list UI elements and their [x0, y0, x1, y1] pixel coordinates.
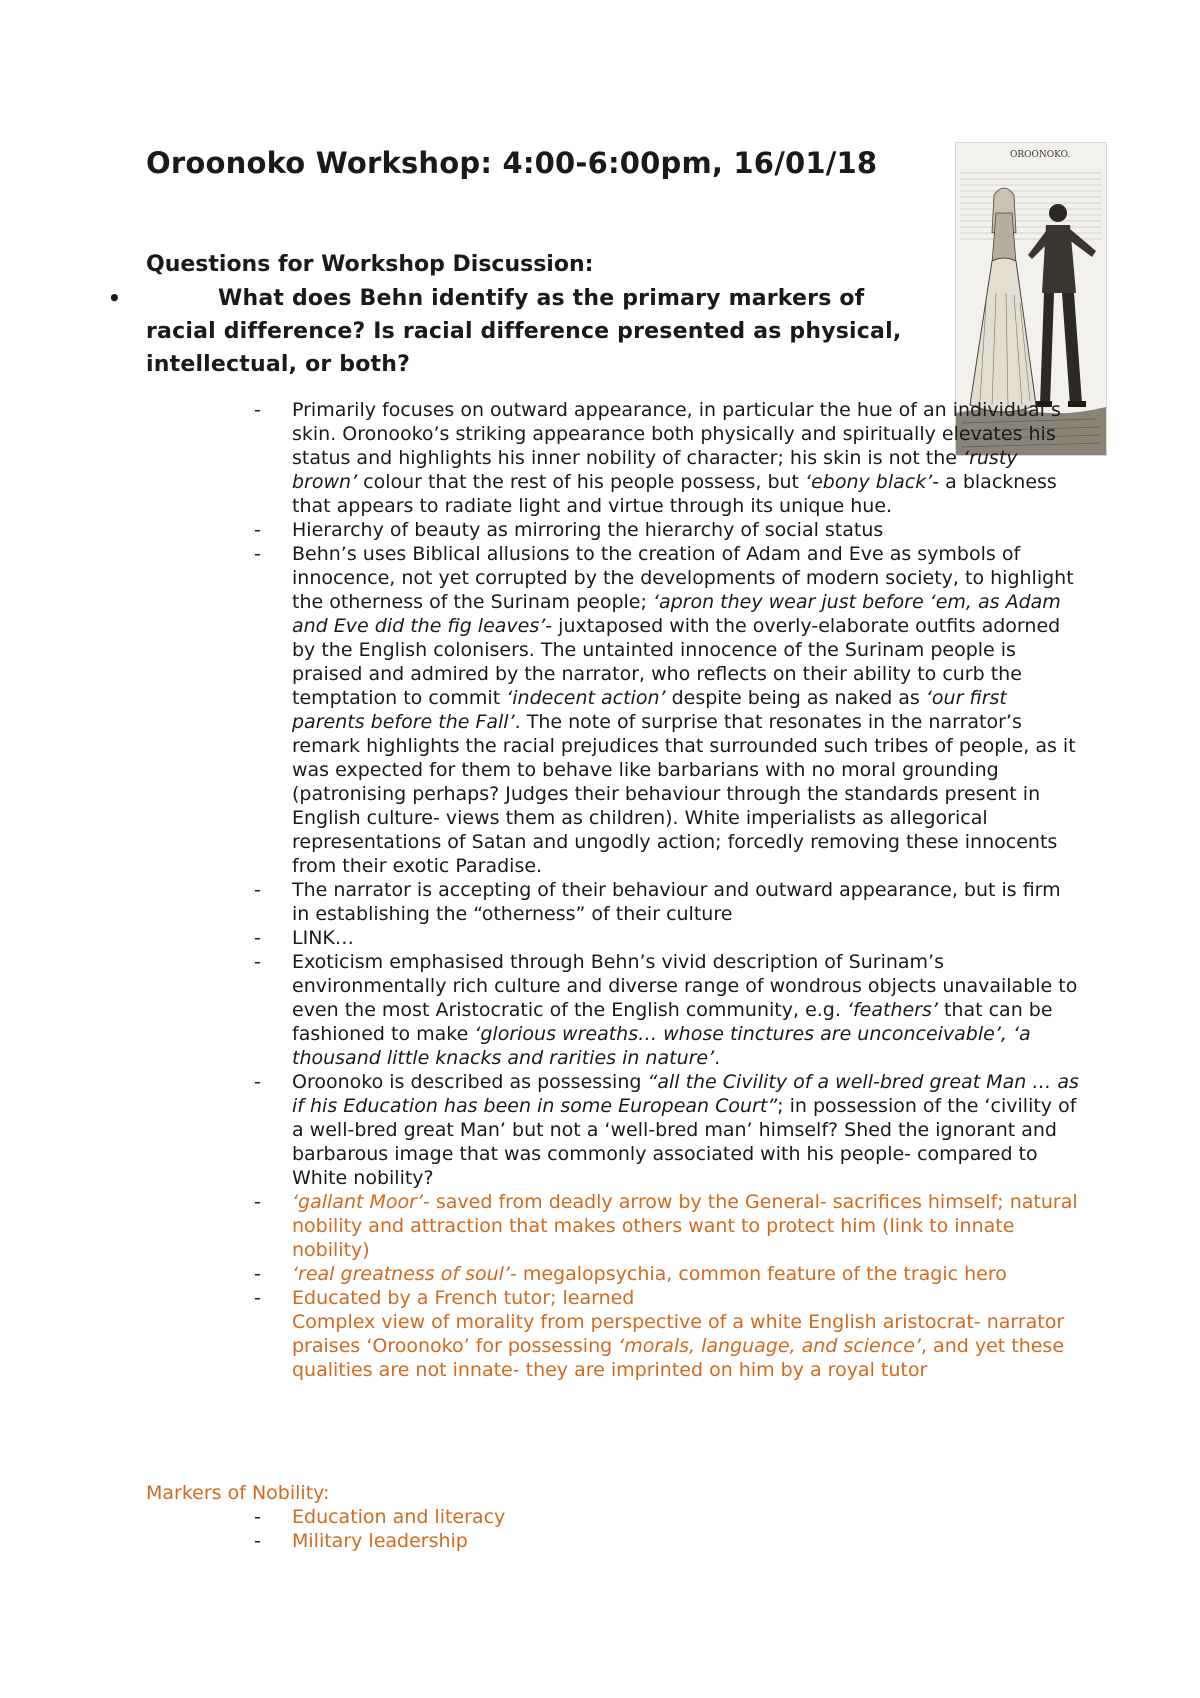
dash-marker: -: [254, 1287, 261, 1309]
markers-of-nobility-heading: Markers of Nobility:: [146, 1482, 330, 1504]
note-item: [254, 1070, 1082, 1190]
note-text: ; in possession of the ‘civility of a well-bred great Man’ but not a ‘well-bred man’ himself? Shed the ignorant and barbarous image that was commonly associated with his people- compared to White nobility?: [292, 1095, 1077, 1189]
dash-marker: -: [254, 879, 261, 901]
note-text: that can be fashioned to make: [292, 999, 1053, 1045]
quoted-text: ‘rusty brown’: [292, 447, 1018, 493]
note-item: [254, 518, 1082, 542]
note-item: [254, 1190, 1082, 1262]
note-item: [254, 398, 1082, 518]
note-text: despite being as naked as: [665, 687, 926, 709]
note-text: , and yet these qualities are not innate- they are imprinted on him by a royal tutor: [292, 1335, 1065, 1381]
note-text: The narrator is accepting of their behaviour and outward appearance, but is firm in establishing the “otherness” of their culture: [292, 879, 1061, 925]
engraving-caption: OROONOKO.: [1010, 150, 1071, 160]
note-item: [254, 1262, 1082, 1286]
marker-text: Military leadership: [292, 1530, 468, 1552]
note-text: - megalopsychia, common feature of the tragic hero: [509, 1263, 1007, 1285]
dash-marker: -: [254, 1506, 261, 1528]
note-text: Oroonoko is described as possessing: [292, 1071, 648, 1093]
dash-marker: -: [254, 951, 261, 973]
note-text: LINK…: [292, 927, 354, 949]
discussion-question: [108, 282, 926, 381]
note-text: Complex view of morality from perspective of a white English aristocrat- narrator praises ‘Oroonoko’ for possessing: [292, 1311, 1065, 1357]
note-text: . The note of surprise that resonates in the narrator’s remark highlights the racial prejudices that surrounded such tribes of people, as it was expected for them to behave like barbarians with no moral grounding (patronising perhaps? Judges their behaviour through the standards present in English culture- views them as children). White imperialists as allegorical representations of Satan and ungodly action; forcedly removing these innocents from their exotic Paradise.: [292, 711, 1076, 877]
note-text: Educated by a French tutor; learned: [292, 1287, 635, 1309]
quoted-text: ‘ebony black’: [805, 471, 933, 493]
marker-text: Education and literacy: [292, 1506, 506, 1528]
note-item: [254, 878, 1082, 926]
note-text: - saved from deadly arrow by the General- sacrifices himself; natural nobility and attraction that makes others want to protect him (link to innate nobility): [292, 1191, 1078, 1261]
note-text: - a blackness that appears to radiate light and virtue through its unique hue.: [292, 471, 1057, 517]
dash-marker: -: [254, 543, 261, 565]
quoted-text: ‘our first parents before the Fall’: [292, 687, 1007, 733]
discussion-notes-list: [254, 398, 1082, 1382]
note-item: [254, 950, 1082, 1070]
note-text: Exoticism emphasised through Behn’s vivid description of Surinam’s environmentally rich culture and diverse range of wondrous objects unavailable to even the most Aristocratic of the English community, e.g.: [292, 951, 1078, 1021]
note-item: [254, 542, 1082, 878]
quoted-text: ‘feathers’: [846, 999, 938, 1021]
questions-heading: Questions for Workshop Discussion:: [146, 252, 594, 277]
dash-marker: -: [254, 1263, 261, 1285]
dash-marker: -: [254, 1530, 261, 1552]
quoted-text: ‘indecent action’: [506, 687, 666, 709]
note-text: Behn’s uses Biblical allusions to the creation of Adam and Eve as symbols of innocence, not yet corrupted by the developments of modern society, to highlight the otherness of the Surinam people;: [292, 543, 1074, 613]
quoted-text: “all the Civility of a well-bred great Man … as if his Education has been in some European Court”: [292, 1071, 1079, 1117]
note-text: .: [714, 1047, 721, 1069]
quoted-text: ‘morals, language, and science’: [618, 1335, 921, 1357]
quoted-text: ‘glorious wreaths… whose tinctures are unconceivable’, ‘a thousand little knacks and rarities in nature’: [292, 1023, 1031, 1069]
markers-of-nobility-list: [254, 1505, 506, 1553]
dash-marker: -: [254, 399, 261, 421]
dash-marker: -: [254, 1191, 261, 1213]
note-text: colour that the rest of his people possess, but: [357, 471, 806, 493]
marker-item: [254, 1505, 506, 1529]
note-text: - juxtaposed with the overly-elaborate outfits adorned by the English colonisers. The untainted innocence of the Surinam people is praised and admired by the narrator, who reflects on their ability to curb the temptation to commit: [292, 615, 1061, 709]
dash-marker: -: [254, 519, 261, 541]
note-text: Hierarchy of beauty as mirroring the hierarchy of social status: [292, 519, 884, 541]
note-item: [254, 1286, 1082, 1382]
note-item: [254, 926, 1082, 950]
bullet-marker: •: [108, 286, 121, 310]
note-text: Primarily focuses on outward appearance, in particular the hue of an individual’s skin. Oronooko’s striking appearance both physically and spiritually elevates his status and highlights his inner nobility of character; his skin is not the: [292, 399, 1061, 469]
page-title: Oroonoko Workshop: 4:00-6:00pm, 16/01/18: [146, 146, 878, 180]
marker-item: [254, 1529, 505, 1553]
quoted-text: ‘gallant Moor’: [292, 1191, 423, 1213]
quoted-text: ‘real greatness of soul’: [292, 1263, 510, 1285]
quoted-text: ‘apron they wear just before ‘em, as Adam and Eve did the fig leaves’: [292, 591, 1061, 637]
dash-marker: -: [254, 927, 261, 949]
dash-marker: -: [254, 1071, 261, 1093]
question-text: What does Behn identify as the primary markers of racial difference? Is racial difference presented as physical, intellectual, or both?: [146, 286, 902, 377]
